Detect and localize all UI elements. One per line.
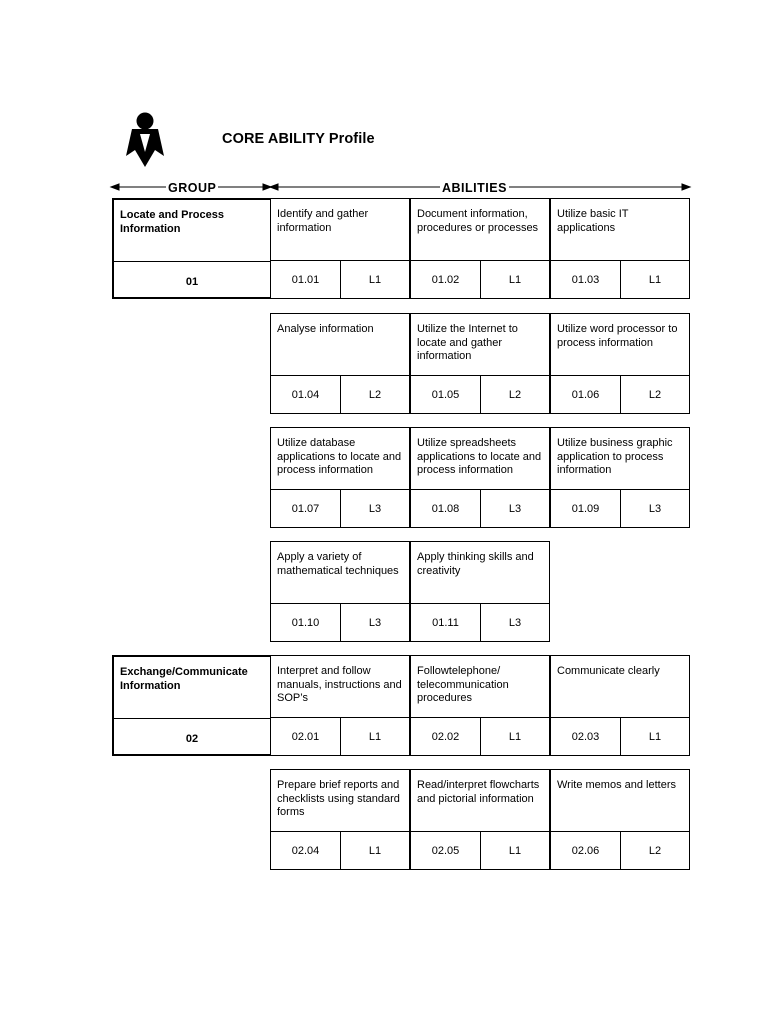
ability-description: Followtelephone/ telecommunication procedures <box>417 665 509 705</box>
person-figure-logo <box>122 112 168 170</box>
ability-cell <box>270 769 410 870</box>
ability-level: L1 <box>368 845 382 857</box>
ability-cell <box>270 198 410 299</box>
ability-cell <box>550 198 690 299</box>
ability-level: L1 <box>508 274 522 286</box>
ability-level: L1 <box>508 845 522 857</box>
ability-cell <box>410 427 550 528</box>
ability-description: Apply thinking skills and creativity <box>417 551 534 577</box>
ability-code: 01.09 <box>551 490 621 528</box>
page-title: CORE ABILITY Profile <box>222 131 375 147</box>
column-header-row <box>0 179 768 197</box>
ability-code: 01.11 <box>411 604 481 642</box>
ability-level: L1 <box>368 731 382 743</box>
ability-cell <box>550 427 690 528</box>
ability-code: 02.04 <box>271 832 341 870</box>
ability-description: Utilize basic IT applications <box>557 208 629 234</box>
ability-description: Interpret and follow manuals, instructions and SOP’s <box>277 665 402 705</box>
ability-cell <box>270 427 410 528</box>
ability-description: Utilize the Internet to locate and gather information <box>417 323 518 363</box>
ability-code: 01.05 <box>411 376 481 414</box>
group-code: 01 <box>185 276 199 288</box>
ability-description: Utilize word processor to process information <box>557 323 678 349</box>
ability-code: 02.01 <box>271 718 341 756</box>
group-name: Exchange/Communicate Information <box>120 666 248 692</box>
ability-level: L3 <box>508 503 522 515</box>
ability-code: 01.06 <box>551 376 621 414</box>
ability-level: L1 <box>648 731 662 743</box>
ability-description: Analyse information <box>277 323 374 335</box>
ability-code: 01.01 <box>271 261 341 299</box>
group-header-label: GROUP <box>168 181 217 195</box>
ability-cell <box>270 655 410 756</box>
ability-level: L3 <box>368 503 382 515</box>
ability-level: L2 <box>648 389 662 401</box>
ability-description: Document information, procedures or processes <box>417 208 539 234</box>
group-box-02 <box>112 655 272 756</box>
ability-cell <box>550 655 690 756</box>
abilities-header-label: ABILITIES <box>442 181 507 195</box>
ability-description: Prepare brief reports and checklists using standard forms <box>277 779 400 819</box>
ability-level: L3 <box>648 503 662 515</box>
ability-code: 01.02 <box>411 261 481 299</box>
group-code: 02 <box>185 733 199 745</box>
ability-code: 01.08 <box>411 490 481 528</box>
ability-cell <box>410 313 550 414</box>
ability-code: 02.05 <box>411 832 481 870</box>
ability-cell <box>410 198 550 299</box>
ability-description: Write memos and letters <box>557 779 677 791</box>
ability-code: 02.02 <box>411 718 481 756</box>
ability-cell <box>410 769 550 870</box>
ability-code: 02.03 <box>551 718 621 756</box>
ability-level: L3 <box>368 617 382 629</box>
group-divider <box>114 261 270 262</box>
ability-level: L1 <box>368 274 382 286</box>
ability-level: L2 <box>508 389 522 401</box>
ability-code: 01.04 <box>271 376 341 414</box>
ability-cell <box>270 313 410 414</box>
group-box-01 <box>112 198 272 299</box>
ability-description: Communicate clearly <box>557 665 660 677</box>
ability-cell <box>410 541 550 642</box>
header-arrows <box>0 179 768 197</box>
ability-level: L2 <box>648 845 662 857</box>
ability-code: 01.07 <box>271 490 341 528</box>
ability-level: L2 <box>368 389 382 401</box>
ability-code: 01.03 <box>551 261 621 299</box>
ability-level: L3 <box>508 617 522 629</box>
ability-description: Apply a variety of mathematical techniques <box>277 551 399 577</box>
ability-cell <box>550 769 690 870</box>
group-divider <box>114 718 270 719</box>
ability-description: Utilize spreadsheets applications to locate and process information <box>417 437 542 477</box>
group-name: Locate and Process Information <box>120 209 224 235</box>
ability-description: Read/interpret flowcharts and pictorial information <box>417 779 540 805</box>
ability-cell <box>270 541 410 642</box>
ability-description: Utilize business graphic application to process information <box>557 437 673 477</box>
ability-cell <box>410 655 550 756</box>
ability-cell <box>550 313 690 414</box>
ability-description: Utilize database applications to locate and process information <box>277 437 402 477</box>
ability-code: 01.10 <box>271 604 341 642</box>
ability-description: Identify and gather information <box>277 208 369 234</box>
ability-level: L1 <box>648 274 662 286</box>
ability-level: L1 <box>508 731 522 743</box>
ability-code: 02.06 <box>551 832 621 870</box>
